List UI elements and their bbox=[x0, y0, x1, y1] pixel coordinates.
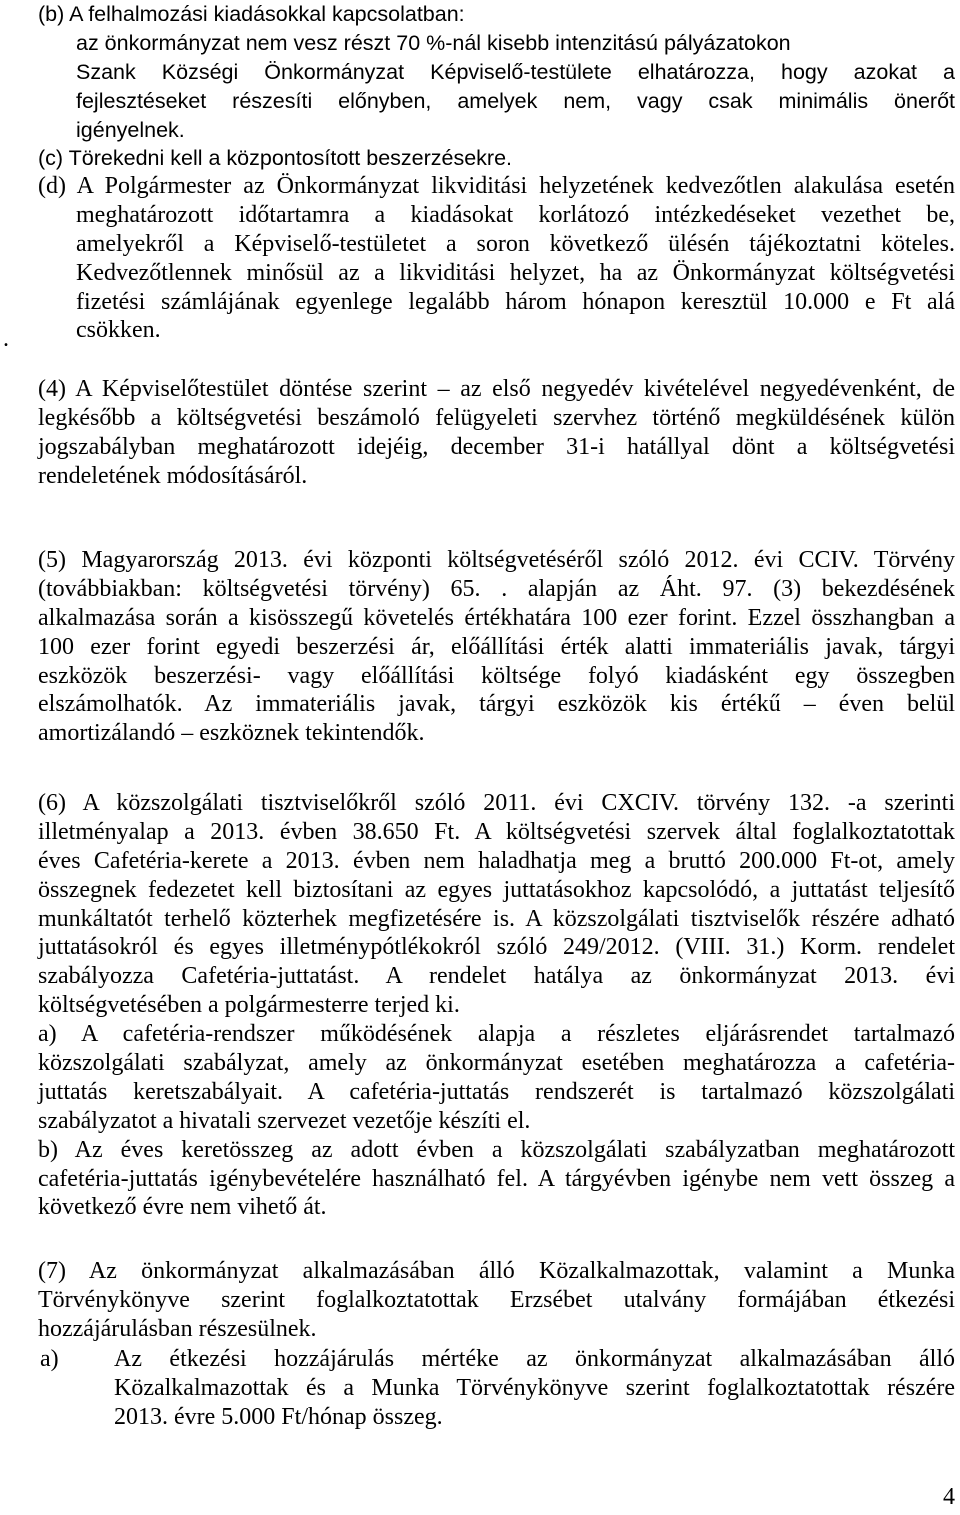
text-line: 2013. évre 5.000 Ft/hónap összeg. bbox=[114, 1403, 443, 1430]
text-line: (6) A közszolgálati tisztviselőkről szóló 2011. évi CXCIV. törvény 132. -a szerinti bbox=[38, 790, 955, 816]
text-line: amortizálandó – eszköznek tekintendők. bbox=[38, 720, 425, 747]
paragraph-6 bbox=[38, 789, 955, 1222]
text-line: fejlesztéseket részesíti előnyben, amelyek nem, vagy csak minimális önerőt bbox=[76, 88, 955, 113]
text-line: legkésőbb a költségvetési beszámoló felügyeleti szervhez történő megküldésének külön bbox=[38, 404, 955, 431]
stray-mark: . bbox=[3, 326, 9, 352]
text-line: szabályozza Cafetéria-juttatást. A rendelet hatálya az önkormányzat 2013. évi bbox=[38, 963, 955, 990]
text-line: közszolgálati szabályzat, amely az önkormányzat esetében meghatározza a cafetéria- bbox=[38, 1050, 955, 1077]
text-line: (7) Az önkormányzat alkalmazásában álló Közalkalmazottak, valamint a Munka bbox=[38, 1258, 955, 1284]
text-line: rendeletének módosításáról. bbox=[38, 462, 308, 489]
text-line: Közalkalmazottak és a Munka Törvénykönyve szerint foglalkoztatottak részére bbox=[114, 1374, 955, 1401]
text-line: fizetési számlájának egyenlege legalább három hónapon keresztül 10.000 e Ft alá bbox=[76, 288, 955, 315]
text-line: elszámolhatók. Az immateriális javak, tárgyi eszközök kis értékű – éven belül bbox=[38, 691, 955, 718]
text-line: jogszabályban meghatározott idejéig, december 31-i hatállyal dönt a költségvetési bbox=[38, 433, 955, 460]
items-b-c bbox=[38, 0, 955, 173]
item-d bbox=[38, 172, 955, 345]
text-line: Kedvezőtlennek minősül az a likviditási helyzet, ha az Önkormányzat költségvetési bbox=[76, 259, 955, 286]
subitem-b-line: b) Az éves keretösszeg az adott évben a közszolgálati szabályzatban meghatározott bbox=[38, 1136, 955, 1163]
subitem-a bbox=[114, 1345, 955, 1432]
text-line: költségvetésében a polgármesterre terjed ki. bbox=[38, 992, 460, 1019]
text-line: meghatározott időtartamra a kiadásokat korlátozó intézkedéseket vezethet be, bbox=[76, 201, 955, 228]
text-line: hozzájárulásban részesülnek. bbox=[38, 1315, 317, 1342]
text-line: eszközök beszerzési- vagy előállítási költsége folyó kiadásként egy összegben bbox=[38, 662, 955, 689]
subitem-a-label-box bbox=[40, 1345, 100, 1374]
text-line: (d) A Polgármester az Önkormányzat likviditási helyzetének kedvezőtlen alakulása esetén bbox=[38, 173, 955, 199]
text-line: (továbbiakban: költségvetési törvény) 65. . alapján az Áht. 97. (3) bekezdésének bbox=[38, 575, 955, 602]
text-line: amelyekről a Képviselő-testületet a soron következő ülésén tájékoztatni köteles. bbox=[76, 230, 955, 257]
paragraph-4 bbox=[38, 375, 955, 491]
subitem-a-label: a) bbox=[40, 1346, 59, 1372]
page-number: 4 bbox=[943, 1484, 955, 1510]
text-line: Törvénykönyve szerint foglalkoztatottak Erzsébet utalvány formájában étkezési bbox=[38, 1286, 955, 1313]
paragraph-5 bbox=[38, 546, 955, 748]
text-line: 100 ezer forint egyedi beszerzési ár, előállítási érték alatti immateriális javak, tárgyi bbox=[38, 633, 955, 660]
paragraph-7 bbox=[38, 1257, 955, 1344]
text-line: juttatás keretszabályait. A cafetéria-juttatás rendszerét is tartalmazó közszolgálati bbox=[38, 1078, 955, 1105]
text-line: munkáltatót terhelő közterhek megfizetésére is. A közszolgálati tisztviselők részére adható bbox=[38, 905, 955, 932]
text-line: következő évre nem vihető át. bbox=[38, 1194, 327, 1221]
item-b-heading: (b) A felhalmozási kiadásokkal kapcsolatban: bbox=[38, 2, 465, 26]
text-line: az önkormányzat nem vesz részt 70 %-nál kisebb intenzitású pályázatokon bbox=[76, 30, 791, 55]
text-line: illetményalap a 2013. évben 38.650 Ft. A költségvetési szervek által foglalkoztatottak bbox=[38, 818, 955, 845]
text-line: Szank Községi Önkormányzat Képviselő-testülete elhatározza, hogy azokat a bbox=[76, 59, 955, 84]
text-line: (4) A Képviselőtestület döntése szerint – az első negyedév kivételével negyedévenként, de bbox=[38, 376, 955, 402]
subitem-a-line: a) A cafetéria-rendszer működésének alapja a részletes eljárásrendet tartalmazó bbox=[38, 1021, 955, 1048]
text-line: éves Cafetéria-kerete a 2013. évben nem haladhatja meg a bruttó 200.000 Ft-ot, amely bbox=[38, 847, 955, 874]
text-line: alkalmazása során a kisösszegű követelés értékhatára 100 ezer forint. Ezzel összhangban a bbox=[38, 604, 955, 631]
text-line: cafetéria-juttatás igénybevételére használható fel. A tárgyévben igénybe nem vett összeg a bbox=[38, 1165, 955, 1192]
text-line: Az étkezési hozzájárulás mértéke az önkormányzat alkalmazásában álló bbox=[114, 1346, 955, 1372]
text-line: igényelnek. bbox=[76, 117, 185, 142]
text-line: (5) Magyarország 2013. évi központi költségvetéséről szóló 2012. évi CCIV. Törvény bbox=[38, 547, 955, 573]
text-line: szabályzatot a hivatali szervezet vezetője készíti el. bbox=[38, 1107, 531, 1134]
text-line: összegnek fedezetet kell biztosítani az egyes juttatásokhoz kapcsolódó, a juttatást teljesítő bbox=[38, 876, 955, 903]
text-line: csökken. bbox=[76, 317, 161, 344]
text-line: juttatásokról és egyes illetménypótlékokról szóló 249/2012. (VIII. 31.) Korm. rendelet bbox=[38, 934, 955, 961]
item-c: (c) Törekedni kell a központosított beszerzésekre. bbox=[38, 146, 513, 171]
